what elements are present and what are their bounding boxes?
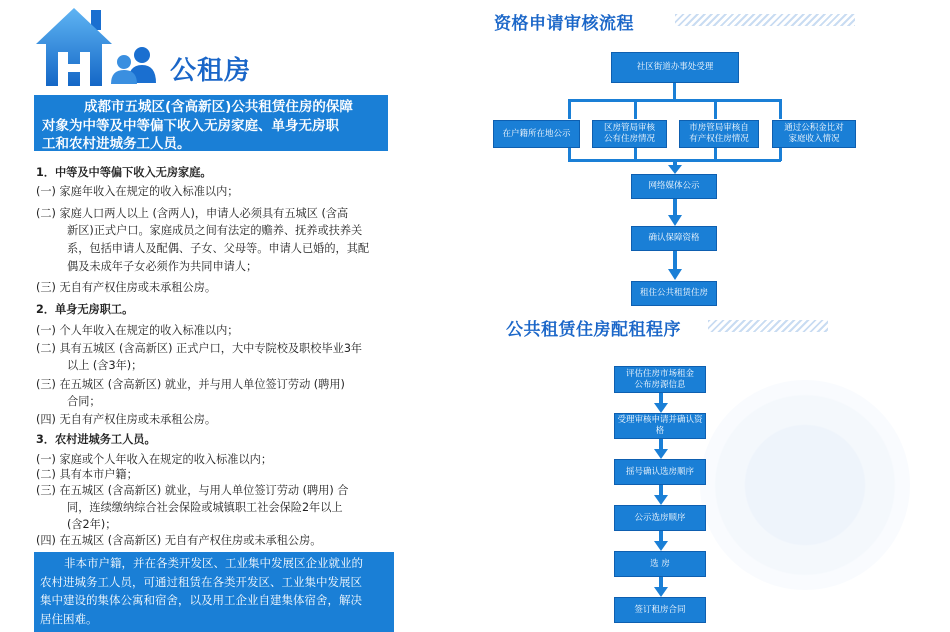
flow1-title: 资格申请审核流程: [494, 14, 634, 34]
arrow-down-icon: [651, 485, 671, 505]
intro-box: [34, 95, 388, 151]
connector: [779, 99, 782, 119]
arrow-down-icon: [651, 439, 671, 459]
list-item: (二) 具有本市户籍；: [36, 468, 138, 481]
flow1-step: [592, 120, 667, 148]
intro-line: 对象为中等及中等偏下收入无房家庭、单身无房职: [42, 117, 339, 134]
flow2-step: 选 房: [614, 551, 706, 577]
arrow-down-icon: [665, 199, 685, 226]
flow2-step: [614, 366, 706, 393]
house-icon: [36, 6, 112, 88]
flow2-step: 受理审核申请并确认资格: [614, 413, 706, 439]
flow2-title: 公共租赁住房配租程序: [506, 320, 681, 340]
list-item: 新区)正式户口。家庭成员之间有法定的赡养、抚养或扶养关: [67, 224, 363, 237]
intro-line: 工和农村进城务工人员。: [42, 136, 191, 152]
title-stripe: [675, 14, 855, 26]
step-text: 有产权住房情况: [689, 134, 749, 144]
connector: [714, 99, 717, 119]
list-item: (三) 在五城区 (含高新区) 就业，与用人单位签订劳动 (聘用) 合: [36, 484, 349, 497]
list-item: 同，连续缴纳综合社会保险或城镇职工社会保险2年以上: [67, 501, 343, 514]
arrow-down-icon: [651, 577, 671, 597]
flow1-step: 在户籍所在地公示: [493, 120, 580, 148]
step-text: 通过公积金比对: [784, 123, 844, 133]
people-icon: [111, 46, 161, 84]
arrow-down-icon: [665, 160, 685, 174]
connector: [634, 99, 637, 119]
page-title: 公租房: [170, 56, 252, 86]
watermark-circle: [700, 380, 910, 590]
list-item: (四) 在五城区 (含高新区) 无自有产权住房或未承租公房。: [36, 534, 322, 547]
flow2-step: 签订租房合同: [614, 597, 706, 623]
flow1-step: 租住公共租赁住房: [631, 281, 717, 306]
list-item: 偶及未成年子女必须作为共同申请人；: [67, 260, 258, 273]
flow1-step: [772, 120, 856, 148]
list-item: (含2年)；: [67, 518, 117, 531]
title-stripe: [708, 320, 828, 332]
flow1-step: [679, 120, 759, 148]
section-heading: 3．农村进城务工人员。: [36, 433, 156, 446]
list-item: (一) 个人年收入在规定的收入标准以内；: [36, 324, 239, 337]
step-text: 公有住房情况: [603, 134, 655, 144]
step-text: 区房管局审核: [603, 123, 655, 133]
note-line: 农村进城务工人员，可通过租赁在各类开发区、工业集中发展区: [40, 574, 362, 589]
list-item: (二) 具有五城区 (含高新区) 正式户口，大中专院校及职校毕业3年: [36, 342, 363, 355]
step-text: 公布房源信息: [634, 379, 686, 390]
note-line: 居住困难。: [40, 611, 98, 626]
note-box: [34, 552, 394, 632]
list-item: (一) 家庭或个人年收入在规定的收入标准以内；: [36, 453, 273, 466]
arrow-down-icon: [665, 251, 685, 280]
arrow-down-icon: [651, 393, 671, 413]
connector: [673, 83, 676, 100]
connector: [568, 99, 571, 119]
note-line: 集中建设的集体公寓和宿舍，以及用工企业自建集体宿舍，解决: [40, 593, 362, 608]
connector: [568, 99, 781, 102]
arrow-down-icon: [651, 531, 671, 551]
list-item: 以上 (含3年)；: [67, 359, 143, 372]
section-heading: 2．单身无房职工。: [36, 303, 134, 316]
flow2-step: 摇号确认选房顺序: [614, 459, 706, 485]
flow1-start: 社区街道办事处受理: [611, 52, 739, 83]
intro-line: 成都市五城区(含高新区)公共租赁住房的保障: [84, 99, 353, 115]
list-item: (二) 家庭人口两人以上 (含两人)，申请人必须具有五城区 (含高: [36, 207, 349, 220]
list-item: (三) 在五城区 (含高新区) 就业，并与用人单位签订劳动 (聘用): [36, 378, 345, 391]
flow2-step: 公示选房顺序: [614, 505, 706, 531]
step-text: 市房管局审核自: [689, 123, 749, 133]
flow1-step: 确认保障资格: [631, 226, 717, 251]
step-text: 家庭收入情况: [788, 134, 840, 144]
list-item: 系，包括申请人及配偶、子女、父母等。申请人已婚的，其配: [67, 242, 370, 255]
list-item: (一) 家庭年收入在规定的收入标准以内；: [36, 185, 239, 198]
flow1-step: 网络媒体公示: [631, 174, 717, 199]
note-line: 非本市户籍，并在各类开发区、工业集中发展区企业就业的: [64, 556, 363, 570]
section-heading: 1．中等及中等偏下收入无房家庭。: [36, 166, 212, 179]
list-item: (三) 无自有产权住房或未承租公房。: [36, 281, 217, 294]
list-item: (四) 无自有产权住房或未承租公房。: [36, 413, 217, 426]
list-item: 合同；: [67, 395, 101, 408]
step-text: 评估住房市场租金: [625, 368, 694, 379]
